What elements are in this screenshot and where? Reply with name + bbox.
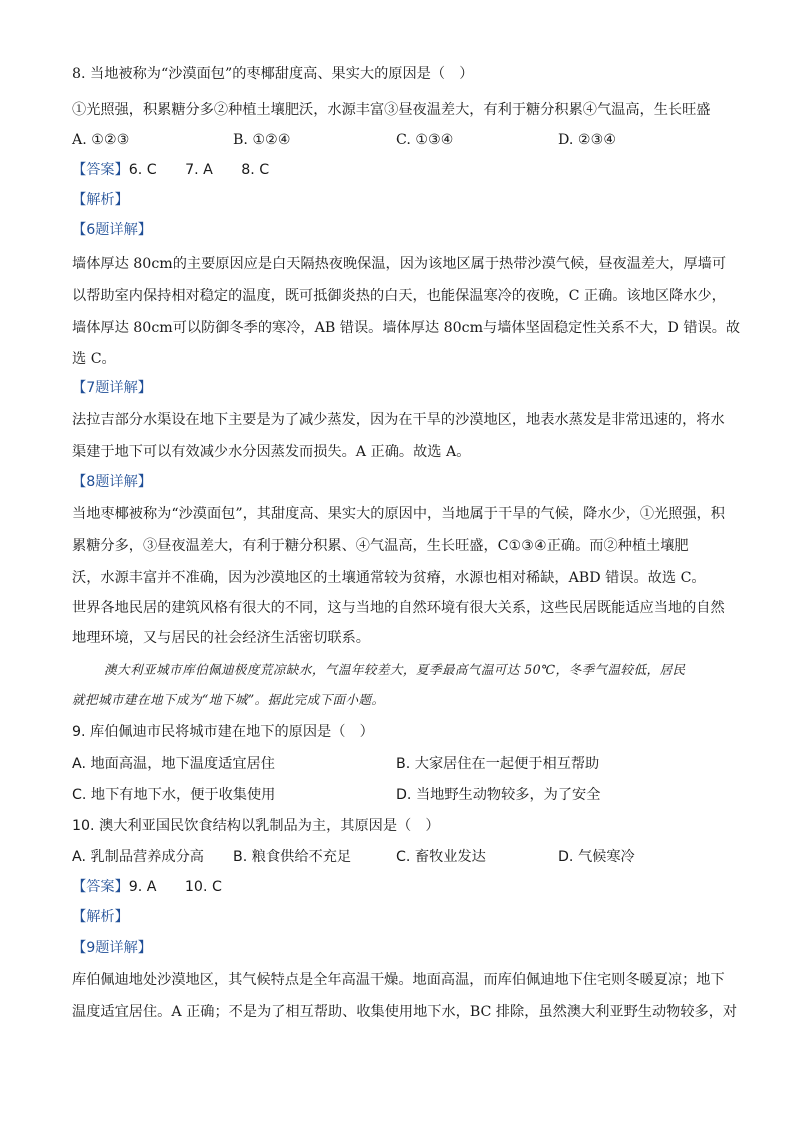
q6-text-line-2: 以帮助室内保持相对稳定的温度，既可抵御炎热的白天，也能保温寒冷的夜晚，C 正确。该地区降水少， [72,288,726,304]
q10-option-a: A. 乳制品营养成分高 [72,849,204,865]
q8-text-line-2: 累糖分多，③昼夜温差大，有利于糖分积累、④气温高，生长旺盛，C①③④正确。而②种植土壤肥 [72,538,689,554]
question-9-stem: 9. 库伯佩迪市民将城市建在地下的原因是（ ） [72,724,374,740]
q10-option-d: D. 气候寒冷 [558,849,635,865]
q8-detail-heading: 【8题详解】 [72,474,152,490]
intro-line-2: 地理环境，又与居民的社会经济生活密切联系。 [72,630,370,646]
question-8-stem: 8. 当地被称为“沙漠面包”的枣椰甜度高、果实大的原因是（ ） [72,66,474,82]
answer-values: 6. C 7. A 8. C [128,162,270,178]
intro-line-1: 世界各地民居的建筑风格有很大的不同，这与当地的自然环境有很大关系，这些民居既能适应当地的自然 [72,600,725,616]
answer-label: 【答案】 [72,162,129,178]
passage-line-2: 就把城市建在地下成为“地下城”。据此完成下面小题。 [72,692,385,707]
q8-option-b: B. ①②④ [233,132,291,148]
q8-option-c: C. ①③④ [396,132,454,148]
q7-text-line-1: 法拉吉部分水渠设在地下主要是为了减少蒸发，因为在干旱的沙漠地区，地表水蒸发是非常迅速的，将水 [72,412,725,428]
analysis-label: 【解析】 [72,192,129,208]
question-10-stem: 10. 澳大利亚国民饮食结构以乳制品为主，其原因是（ ） [72,818,440,834]
q9-detail-heading: 【9题详解】 [72,940,152,956]
q6-text-line-4: 选 C。 [72,351,116,367]
q9-option-b: B. 大家居住在一起便于相互帮助 [396,756,600,772]
q9-text-line-1: 库伯佩迪地处沙漠地区，其气候特点是全年高温干燥。地面高温，而库伯佩迪地下住宅则冬暖夏凉；地下 [72,972,725,988]
answer-line-6-8 [72,160,269,180]
passage-line-1: 澳大利亚城市库伯佩迪极度荒凉缺水，气温年较差大，夏季最高气温可达 50℃，冬季气温较低，居民 [104,662,686,677]
answer-label-2: 【答案】 [72,879,129,895]
q9-option-d: D. 当地野生动物较多，为了安全 [396,787,601,803]
q6-text-line-1: 墙体厚达 80cm的主要原因应是白天隔热夜晚保温，因为该地区属于热带沙漠气候，昼夜温差大，厚墙可 [72,256,727,272]
q6-detail-heading: 【6题详解】 [72,222,152,238]
q8-text-line-3: 沃，水源丰富并不准确，因为沙漠地区的土壤通常较为贫瘠，水源也相对稀缺，ABD 错误。故选 C。 [72,570,706,586]
q7-text-line-2: 渠建于地下可以有效减少水分因蒸发而损失。A 正确。故选 A。 [72,444,471,460]
q10-option-b: B. 粮食供给不充足 [233,849,352,865]
answer-values-2: 9. A 10. C [128,879,222,895]
q8-option-d: D. ②③④ [558,132,617,148]
q7-detail-heading: 【7题详解】 [72,380,152,396]
analysis-label-2: 【解析】 [72,909,129,925]
q9-text-line-2: 温度适宜居住。A 正确；不是为了相互帮助、收集使用地下水，BC 排除，虽然澳大利亚野生动物较多，对 [72,1004,738,1020]
q6-text-line-3: 墙体厚达 80cm可以防御冬季的寒冷，AB 错误。墙体厚达 80cm与墙体坚固稳定性关系不大，D 错误。故 [72,320,741,336]
q9-option-a: A. 地面高温，地下温度适宜居住 [72,756,275,772]
q8-text-line-1: 当地枣椰被称为“沙漠面包”，其甜度高、果实大的原因中，当地属于干旱的气候，降水少，①光照强，积 [72,506,725,522]
q9-option-c: C. 地下有地下水，便于收集使用 [72,787,276,803]
question-8-statements: ①光照强，积累糖分多②种植土壤肥沃，水源丰富③昼夜温差大，有利于糖分积累④气温高，生长旺盛 [72,102,711,118]
q10-option-c: C. 畜牧业发达 [396,849,486,865]
answer-line-9-10 [72,877,222,897]
q8-option-a: A. ①②③ [72,132,130,148]
